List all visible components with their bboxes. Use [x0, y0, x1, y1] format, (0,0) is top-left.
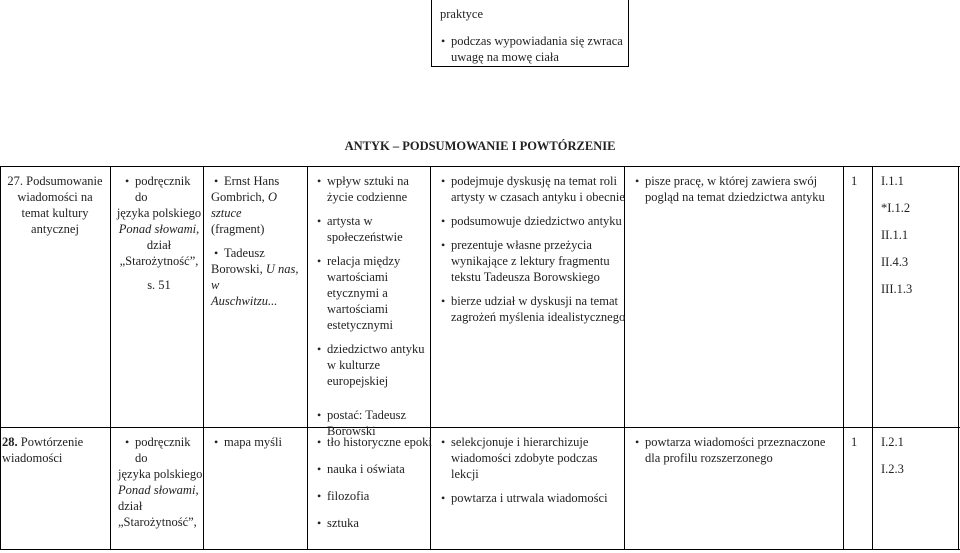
objective-item: • selekcjonuje i hierarchizuje wiadomości zdobyte podczas lekcji: [451, 434, 626, 482]
content-item: • nauka i oświata: [327, 461, 432, 477]
table-bottom-border: [0, 549, 960, 550]
top-line: praktyce: [440, 7, 484, 21]
material-comma: ,: [195, 483, 199, 497]
code-item: II.1.1: [881, 228, 909, 242]
row-divider: [0, 427, 960, 428]
text-line: (fragment): [211, 222, 265, 236]
textbook-title: Ponad słowami: [118, 222, 197, 236]
row28-texts: [213, 434, 307, 450]
row27-objectives: [440, 173, 626, 333]
text-item: [224, 245, 307, 261]
material-line: dział: [146, 238, 172, 252]
material-line: dział: [118, 499, 143, 513]
objective-item: • powtarza i utrwala wiadomości: [451, 490, 626, 506]
text-author: Gombrich,: [211, 190, 268, 204]
row28-hours: 1: [851, 435, 858, 449]
content-item: • filozofia: [327, 488, 432, 504]
material-line: • podręcznik do: [135, 434, 204, 466]
row28-codes: [881, 429, 957, 483]
material-page: s. 51: [147, 278, 171, 292]
content-item: • dziedzictwo antyku w kulturze europejskiej: [327, 341, 432, 389]
row28-extended: [634, 434, 842, 466]
material-line: „Starożytność”,: [119, 254, 199, 268]
row28-objectives: [440, 434, 626, 514]
row28-topic: [2, 434, 108, 466]
top-box-right-border: [628, 0, 629, 66]
top-continuation-cell: [440, 6, 626, 65]
row27-hours: 1: [851, 174, 858, 188]
objective-item: • podejmuje dyskusję na temat roli artysty w czasach antyku i obecnie: [451, 173, 626, 205]
code-item: III.1.3: [881, 282, 913, 296]
text-line: • Tadeusz: [224, 246, 265, 260]
code-item: I.1.1: [881, 174, 904, 188]
row27-materials: [116, 173, 204, 293]
material-line: „Starożytność”,: [118, 515, 197, 529]
content-item: • tło historyczne epoki: [327, 434, 432, 450]
code-item: I.2.3: [881, 462, 904, 476]
extended-item: • powtarza wiadomości przeznaczone dla profilu rozszerzonego: [645, 434, 842, 466]
col-border-3: [307, 166, 308, 550]
material-comma: ,: [196, 222, 200, 236]
objective-item: • podsumowuje dziedzictwo antyku: [451, 213, 626, 229]
col-border-8: [958, 166, 959, 550]
row27-topic: 27. Podsumowanie wiadomości na temat kultury antycznej: [7, 174, 103, 236]
objective-item: • bierze udział w dyskusji na temat zagrożeń myślenia idealistycznego: [451, 293, 626, 325]
row28-content: [316, 434, 432, 542]
row27-extended: [634, 173, 842, 205]
text-title: Auschwitzu...: [211, 294, 278, 308]
text-author: Borowski,: [211, 262, 266, 276]
objective-item: • prezentuje własne przeżycia wynikające z lektury fragmentu tekstu Tadeusza Borowskiego: [451, 237, 626, 285]
row28-number: 28.: [2, 435, 18, 449]
text-line: • Ernst Hans: [224, 174, 280, 188]
code-item: II.4.3: [881, 255, 909, 269]
row27-content: [316, 173, 432, 447]
row27-codes: [881, 168, 957, 303]
col-border-1: [110, 166, 111, 550]
code-item: I.2.1: [881, 435, 904, 449]
material-line: języka polskiego: [118, 467, 203, 481]
row28-materials: [118, 434, 204, 530]
text-title: O sztuce: [211, 190, 277, 220]
col-border-6: [843, 166, 844, 550]
code-item: *I.1.2: [881, 201, 911, 215]
top-bullet: • podczas wypowiadania się zwraca uwagę na mowę ciała: [451, 33, 626, 65]
content-item: • relacja między wartościami etycznymi a wartościami estetycznymi: [327, 253, 432, 333]
textbook-title: Ponad słowami: [118, 483, 196, 497]
material-line: • podręcznik do: [135, 173, 204, 205]
content-item: • wpływ sztuki na życie codzienne: [327, 173, 432, 205]
material-line: języka polskiego: [116, 206, 202, 220]
text-item: [224, 173, 307, 189]
table-top-border: [0, 166, 960, 167]
top-box-bottom-border: [431, 66, 629, 67]
top-box-left-border: [431, 0, 432, 66]
extended-item: • pisze pracę, w której zawiera swój pogląd na temat dziedzictwa antyku: [645, 173, 842, 205]
content-item: • artysta w społeczeństwie: [327, 213, 432, 245]
col-border-7: [872, 166, 873, 550]
row28-title: Powtórzenie wiadomości: [2, 435, 84, 465]
row27-texts: [213, 173, 307, 309]
text-item: • mapa myśli: [224, 434, 307, 450]
content-item: • sztuka: [327, 515, 432, 531]
text-title: U nas, w: [211, 262, 299, 292]
content-item: • postać: Tadeusz Borowski: [327, 407, 432, 439]
col-border-0: [0, 166, 1, 550]
section-title: ANTYK – PODSUMOWANIE I POWTÓRZENIE: [344, 139, 616, 153]
